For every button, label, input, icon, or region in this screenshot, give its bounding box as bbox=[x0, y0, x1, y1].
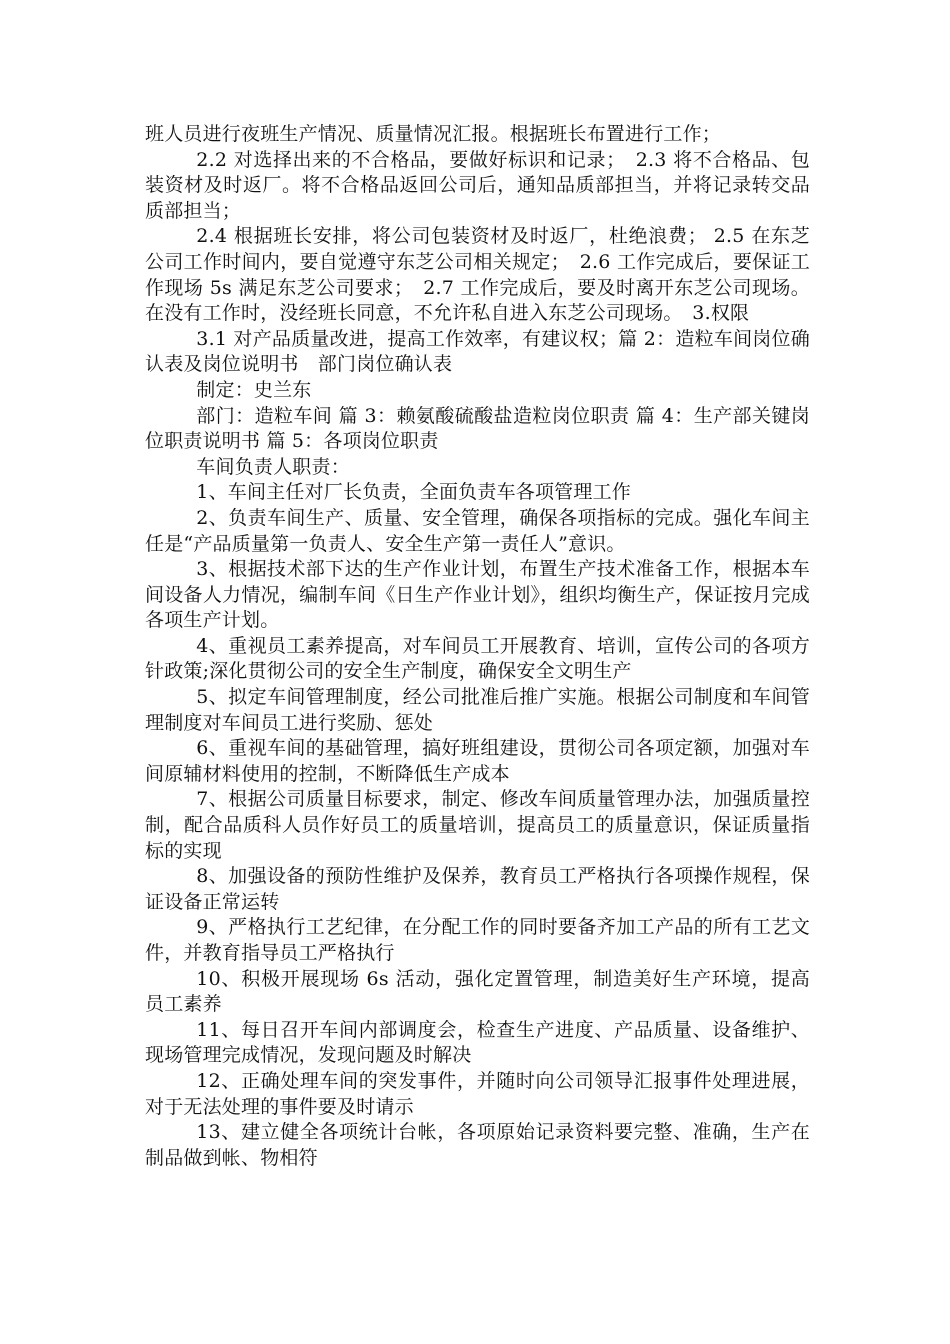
duty-item-10: 10、积极开展现场 6s 活动，强化定置管理，制造美好生产环境，提高员工素养 bbox=[145, 967, 810, 1016]
duty-item-13: 13、建立健全各项统计台帐，各项原始记录资料要完整、准确，生产在制品做到帐、物相符 bbox=[145, 1121, 810, 1169]
duty-item-1: 1、车间主任对厂长负责，全面负责车各项管理工作 bbox=[196, 481, 631, 504]
paragraph-3-1-authority: 3.1 对产品质量改进，提高工作效率，有建议权；篇 2：造粒车间岗位确认表及岗位说明书 部门岗位确认表 bbox=[145, 327, 810, 376]
paragraph-prepared-by: 制定：史兰东 bbox=[196, 378, 312, 401]
duty-item-4: 4、重视员工素养提高，对车间员工开展教育、培训，宣传公司的各项方针政策;深化贯彻公司的安全生产制度，确保安全文明生产 bbox=[145, 634, 810, 683]
paragraph-night-shift-report: 班人员进行夜班生产情况、质量情况汇报。根据班长布置进行工作； bbox=[145, 123, 722, 145]
section-heading-workshop-head-duties: 车间负责人职责： bbox=[196, 455, 350, 478]
duty-item-7: 7、根据公司质量目标要求，制定、修改车间质量管理办法，加强质量控制，配合品质科人员作好员工的质量培训，提高员工的质量意识，保证质量指标的实现 bbox=[145, 788, 810, 862]
duty-item-11: 11、每日召开车间内部调度会，检查生产进度、产品质量、设备维护、现场管理完成情况，发现问题及时解决 bbox=[145, 1018, 810, 1067]
paragraph-2-2-nonconforming: 2.2 对选择出来的不合格品，要做好标识和记录； 2.3 将不合格品、包装资材及时返厂。将不合格品返回公司后，通知品质部担当，并将记录转交品质部担当； bbox=[145, 148, 810, 222]
document-body bbox=[145, 122, 810, 1171]
duty-item-9: 9、严格执行工艺纪律，在分配工作的同时要备齐加工产品的所有工艺文件，并教育指导员工严格执行 bbox=[145, 916, 810, 964]
duty-item-3: 3、根据技术部下达的生产作业计划，布置生产技术准备工作，根据本车间设备人力情况，编制车间《日生产作业计划》，组织均衡生产，保证按月完成各项生产计划。 bbox=[145, 558, 810, 632]
duty-item-5: 5、拟定车间管理制度，经公司批准后推广实施。根据公司制度和车间管理制度对车间员工进行奖励、惩处 bbox=[145, 686, 810, 734]
duty-item-12: 12、正确处理车间的突发事件，并随时向公司领导汇报事件处理进展，对于无法处理的事件要及时请示 bbox=[145, 1069, 810, 1118]
paragraph-department: 部门：造粒车间 篇 3：赖氨酸硫酸盐造粒岗位职责 篇 4：生产部关键岗位职责说明书 篇 5：各项岗位职责 bbox=[145, 404, 810, 453]
duty-item-8: 8、加强设备的预防性维护及保养，教育员工严格执行各项操作规程，保证设备正常运转 bbox=[145, 865, 810, 913]
duty-item-2: 2、负责车间生产、质量、安全管理，确保各项指标的完成。强化车间主任是“产品质量第一负责人、安全生产第一责任人”意识。 bbox=[145, 506, 810, 555]
duty-item-6: 6、重视车间的基础管理，搞好班组建设，贯彻公司各项定额，加强对车间原辅材料使用的控制，不断降低生产成本 bbox=[145, 737, 810, 785]
paragraph-2-4-packaging: 2.4 根据班长安排，将公司包装资材及时返厂，杜绝浪费； 2.5 在东芝公司工作时间内，要自觉遵守东芝公司相关规定； 2.6 工作完成后，要保证工作现场 5s 满足东芝公司要求； 2.7 工作完成后，要及时离开东芝公司现场。在没有工作时，没经班长同意，不允许私自进入东芝公司现场。 3.权限 bbox=[145, 225, 810, 325]
